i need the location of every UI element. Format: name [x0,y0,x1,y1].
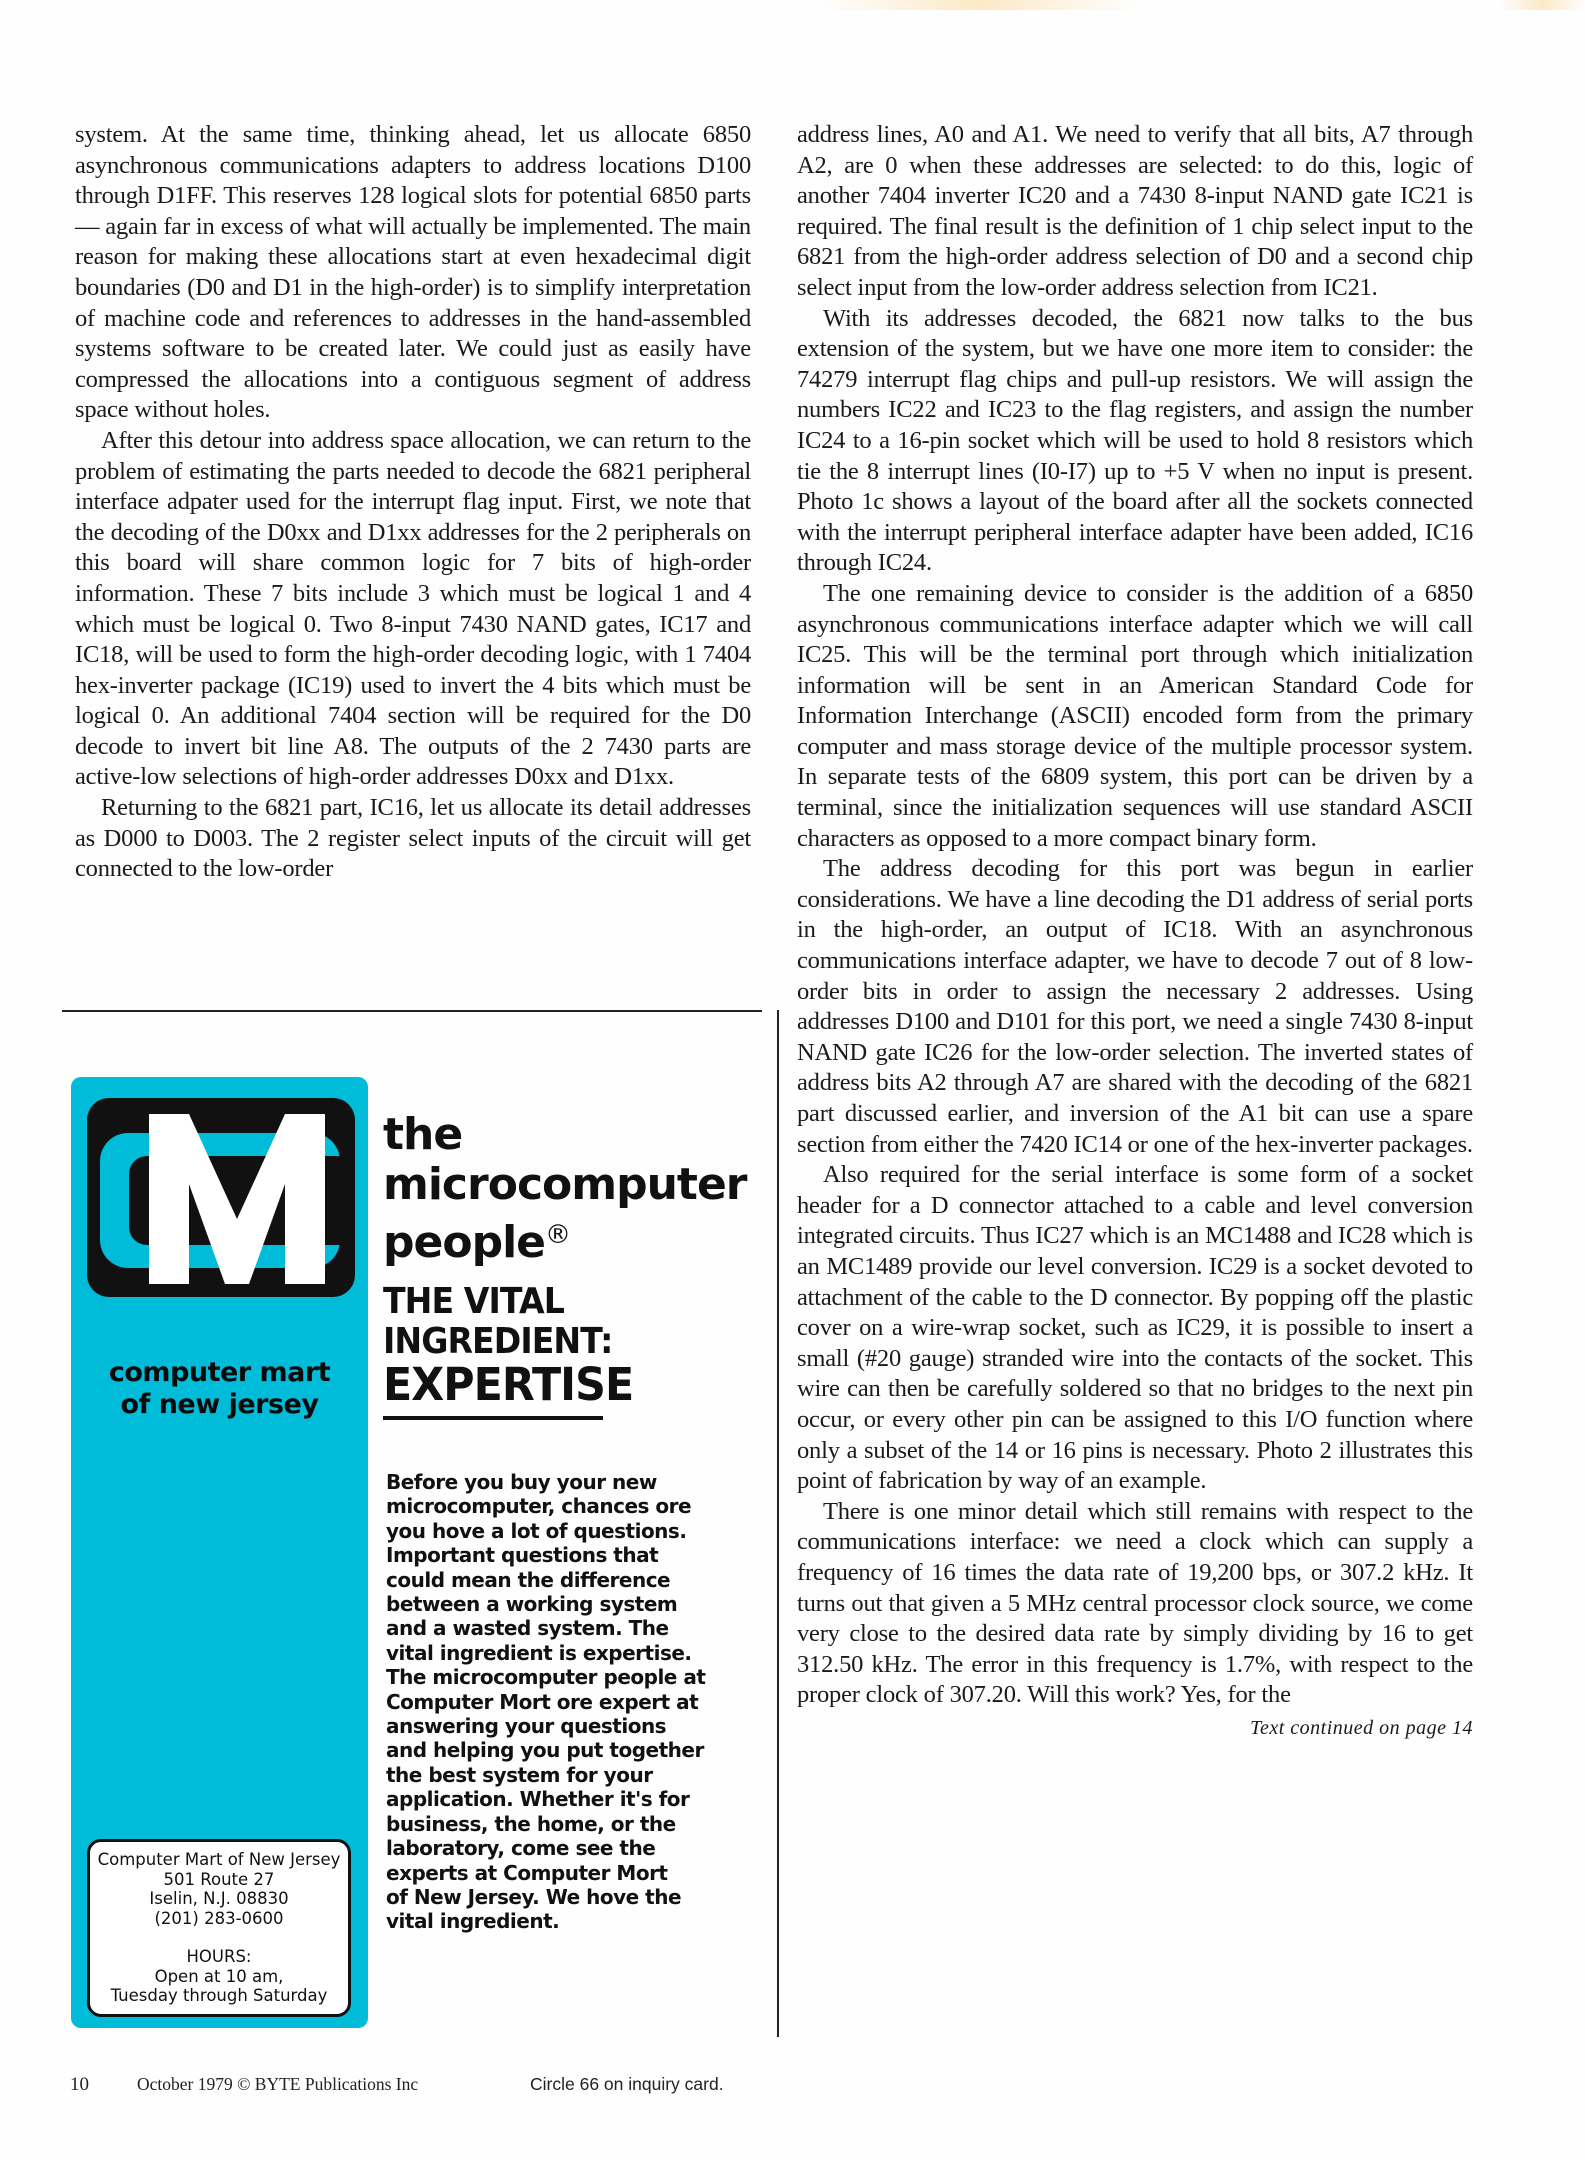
ad-border-top [62,1010,762,1012]
store-address-box [87,1839,351,2017]
registered-mark-icon: ® [545,1220,570,1250]
paragraph: The address decoding for this port was begun in earlier considerations. We have a line decoding the D1 address of serial ports in the high-order, an output of IC18. With an asynchronous communications interface adapter, we have to decode 7 out of 8 low-order bits in order to assign the necessary 2 addresses. Using addresses D100 and D101 for this port, we need a single 7430 8-input NAND gate IC26 for the low-order selection. The inverted states of address bits A2 through A7 are shared with the decoding of the 6821 part discussed earlier, and inversion of the A1 bit can use a spare section from either the 7420 IC14 or one of the hex-inverter packages. [797,855,1473,1158]
ad-body-copy: Before you buy your new microcomputer, chances ore you hove a lot of questions. Important questions that could mean the difference between a working system and a wasted system. The vital ingredient is expertise. The microcomputer people at Computer Mort ore expert at answering your questions and helping you put together the best system for your application. Whether it's for business, the home, or the laboratory, come see the experts at Computer Mort of New Jersey. We hove the vital ingredient. [386,1470,706,1934]
paragraph: address lines, A0 and A1. We need to verify that all bits, A7 through A2, are 0 when these addresses are selected: to do this, logic of another 7404 inverter IC20 and a 7430 8-input NAND gate IC21 is required. The final result is the definition of 1 chip select input to the 6821 from the high-order address selection of D0 and a second chip select input from the low-order address selection from IC21. [797,121,1473,301]
store-street: 501 Route 27 [163,1869,275,1889]
paragraph: Also required for the serial interface is some form of a socket header for a D connector attached to a cable and level conversion integrated circuits. Thus IC27 which is an MC1488 and IC28 which is an MC1489 provide our level conversion. IC29 is a socket devoted to attachment of the cable to the D connector. By popping off the plastic cover on a wire-wrap socket, such as IC29, it is possible to insert a small (#20 gauge) stranded wire into the contacts of the socket. This wire can then be carefully soldered so that no bridges to the next pin occur, or every other pin can be assigned to this I/O function where only a subset of the 14 or 16 pins is necessary. Photo 2 illustrates this point of fabrication by way of an example. [797,1161,1473,1495]
ad-headline: the microcomputer people® [383,1109,747,1268]
inquiry-card-note: Circle 66 on inquiry card. [530,2074,724,2094]
page-top-bleed-right [1500,0,1585,10]
article-column-right [797,120,1473,1743]
ad-subheadline: THE VITAL INGREDIENT: [383,1281,613,1362]
paragraph: There is one minor detail which still remains with respect to the communications interface: we need a clock which can supply a frequency of 16 times the data rate of 19,200 bps, or 307.2 kHz. It turns out that given a 5 MHz central processor clock source, we come very close to the desired data rate by simply dividing by 16 to get 312.50 kHz. The error in this frequency is 1.7%, with respect to the proper clock of 307.20. Will this work? Yes, for the [797,1497,1473,1709]
page-top-bleed [820,0,1140,10]
paragraph: The one remaining device to consider is the addition of a 6850 asynchronous communications interface adapter which we will call IC25. This will be the terminal port through which initialization information will be sent in an American Standard Code for Information Interchange (ASCII) encoded form from the primary computer and mass storage device of the multiple processor system. In separate tests of the 6809 system, this port can be driven by a terminal, since the initialization sequences will use standard ASCII characters as opposed to a more compact binary form. [797,579,1473,852]
expertise-underline [383,1416,603,1420]
ad-border-right [777,1010,779,2037]
store-city: Iselin, N.J. 08830 [149,1889,289,1908]
paragraph: With its addresses decoded, the 6821 now talks to the bus extension of the system, but we have one more item to consider: the 74279 interrupt flag chips and pull-up resistors. We will assign the numbers IC22 and IC23 to the flag registers, and assign the number IC24 to a 16-pin socket which will be used to hold 8 resistors which tie the 8 interrupt lines (I0-I7) up to +5 V when no input is present. Photo 1c shows a layout of the board after all the sockets connected with the interrupt peripheral interface adapter have been added, IC16 through IC24. [797,304,1473,577]
hours-label: HOURS: [186,1947,252,1966]
paragraph: After this detour into address space allocation, we can return to the problem of estimating the parts needed to decode the 6821 peripheral interface adpater used for the interrupt flag input. First, we note that the decoding of the D0xx and D1xx addresses for the 2 peripherals on this board will share common logic for 7 bits of high-order information. These 7 bits include 3 which must be logical 1 and 4 which must be logical 0. Two 8-input 7430 NAND gates, IC17 and IC18, will be used to form the high-order decoding logic, with 1 7404 hex-inverter package (IC19) used to invert the 4 bits which must be logical 0. An additional 7404 section will be required for the D0 decode to invert bit line A8. The outputs of the 2 7430 parts are active-low selections of high-order addresses D0xx and D1xx. [75,426,751,791]
computer-mart-logo [87,1098,355,1297]
store-name: Computer Mart of New Jersey [97,1850,341,1869]
logo-m-letter-icon [149,1114,325,1284]
page-number: 10 [70,2074,89,2095]
paragraph: system. At the same time, thinking ahead, let us allocate 6850 asynchronous communications adapters to address locations D100 through D1FF. This reserves 128 logical slots for potential 6850 parts — again far in excess of what will actually be implemented. The main reason for making these allocations start at even hexadecimal digit boundaries (D0 and D1 in the high-order) is to simplify interpretation of machine code and references to addresses in the hand-assembled systems software to be created later. We could just as easily have compressed the allocations into a contiguous segment of address space without holes. [75,121,751,424]
hours-line: Open at 10 am, [154,1966,284,1986]
ad-brand-name: computer mart of new jersey [108,1357,331,1420]
hours-line: Tuesday through Saturday [110,1986,328,2005]
paragraph: Returning to the 6821 part, IC16, let us allocate its detail addresses as D000 to D003. The 2 register select inputs of the circuit will get connected to the low-order [75,794,751,883]
store-phone: (201) 283-0600 [154,1908,284,1928]
ad-expertise-heading: EXPERTISE [383,1358,634,1411]
publication-line: October 1979 © BYTE Publications Inc [137,2074,419,2094]
continued-note: Text continued on page 14 [1250,1716,1473,1739]
article-column-left [75,120,751,885]
advertisement-panel [71,1077,368,2028]
